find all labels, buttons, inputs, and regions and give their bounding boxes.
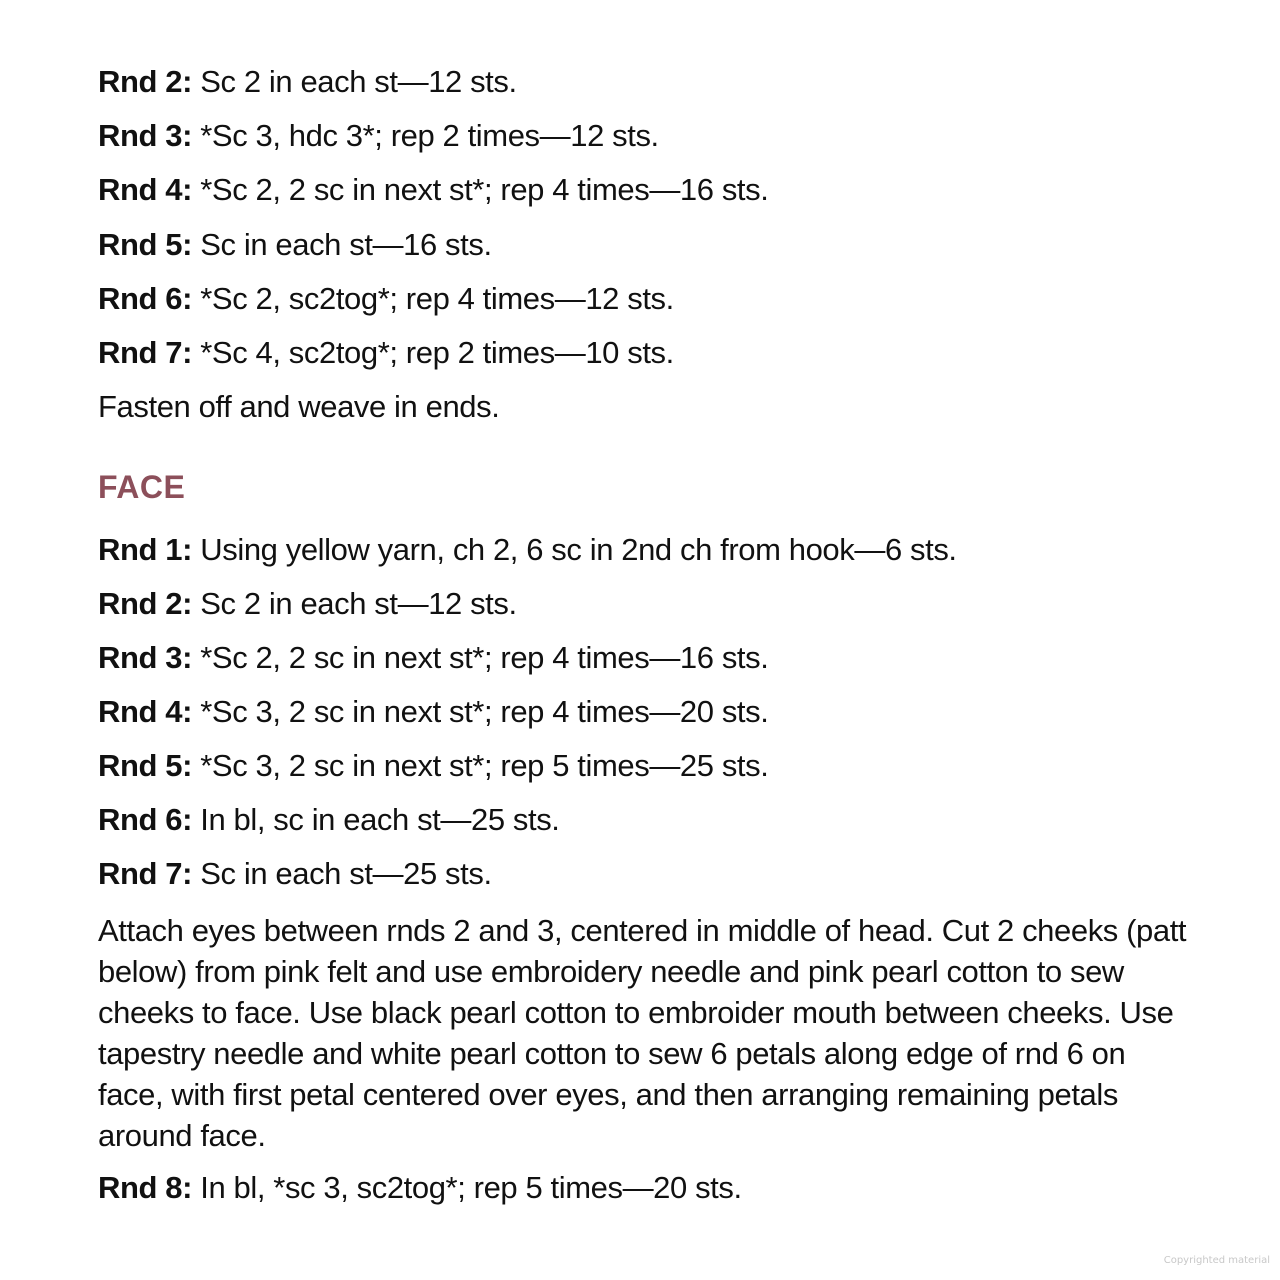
instruction-row [98,856,492,892]
round-text: Using yellow yarn, ch 2, 6 sc in 2nd ch from hook—6 sts. [192,532,957,567]
instruction-row [98,64,517,100]
round-label: Rnd 6: [98,281,193,316]
round-label: Rnd 7: [98,856,193,891]
round-label: Rnd 3: [98,118,193,153]
round-label: Rnd 1: [98,532,193,567]
round-label: Rnd 4: [98,172,193,207]
copyright-watermark: Copyrighted material [1163,1255,1270,1266]
instruction-row [98,281,674,317]
round-label: Rnd 2: [98,586,193,621]
instruction-row [98,586,517,622]
round-label: Rnd 5: [98,748,193,783]
round-label: Rnd 4: [98,694,193,729]
round-text: Sc 2 in each st—12 sts. [192,586,517,621]
round-text: *Sc 3, 2 sc in next st*; rep 5 times—25 sts. [192,748,769,783]
instruction-row [98,694,768,730]
instruction-row [98,335,674,371]
instruction-row [98,802,560,838]
round-text: *Sc 2, 2 sc in next st*; rep 4 times—16 sts. [192,172,769,207]
instruction-row [98,118,659,154]
round-text: *Sc 2, 2 sc in next st*; rep 4 times—16 sts. [192,640,769,675]
round-text: Sc 2 in each st—12 sts. [192,64,517,99]
instruction-row [98,532,957,568]
round-text: In bl, sc in each st—25 sts. [192,802,560,837]
round-label: Rnd 2: [98,64,193,99]
instruction-row [98,748,768,784]
round-text: *Sc 3, 2 sc in next st*; rep 4 times—20 sts. [192,694,769,729]
instruction-row [98,172,768,208]
round-text: Sc in each st—25 sts. [192,856,492,891]
round-text: *Sc 3, hdc 3*; rep 2 times—12 sts. [192,118,659,153]
round-label: Rnd 6: [98,802,193,837]
section-heading-face: FACE [98,469,186,505]
instruction-row [98,640,768,676]
round-label: Rnd 3: [98,640,193,675]
round-text: *Sc 4, sc2tog*; rep 2 times—10 sts. [192,335,674,370]
instruction-row [98,227,492,263]
round-label: Rnd 8: [98,1170,193,1205]
assembly-paragraph: Attach eyes between rnds 2 and 3, centered in middle of head. Cut 2 cheeks (patt below) from pink felt and use embroidery needle and pink pearl cotton to sew cheeks to face. Use black pearl cotton to embroider mouth between cheeks. Use tapestry needle and white pearl cotton to sew 6 petals along edge of rnd 6 on face, with first petal centered over eyes, and then arranging remaining petals around face. [98,913,1187,1153]
round-text: *Sc 2, sc2tog*; rep 4 times—12 sts. [192,281,674,316]
closing-instruction: Fasten off and weave in ends. [98,389,500,424]
instruction-row [98,1170,742,1206]
round-text: Sc in each st—16 sts. [192,227,492,262]
round-text: In bl, *sc 3, sc2tog*; rep 5 times—20 sts. [192,1170,742,1205]
round-label: Rnd 7: [98,335,193,370]
round-label: Rnd 5: [98,227,193,262]
